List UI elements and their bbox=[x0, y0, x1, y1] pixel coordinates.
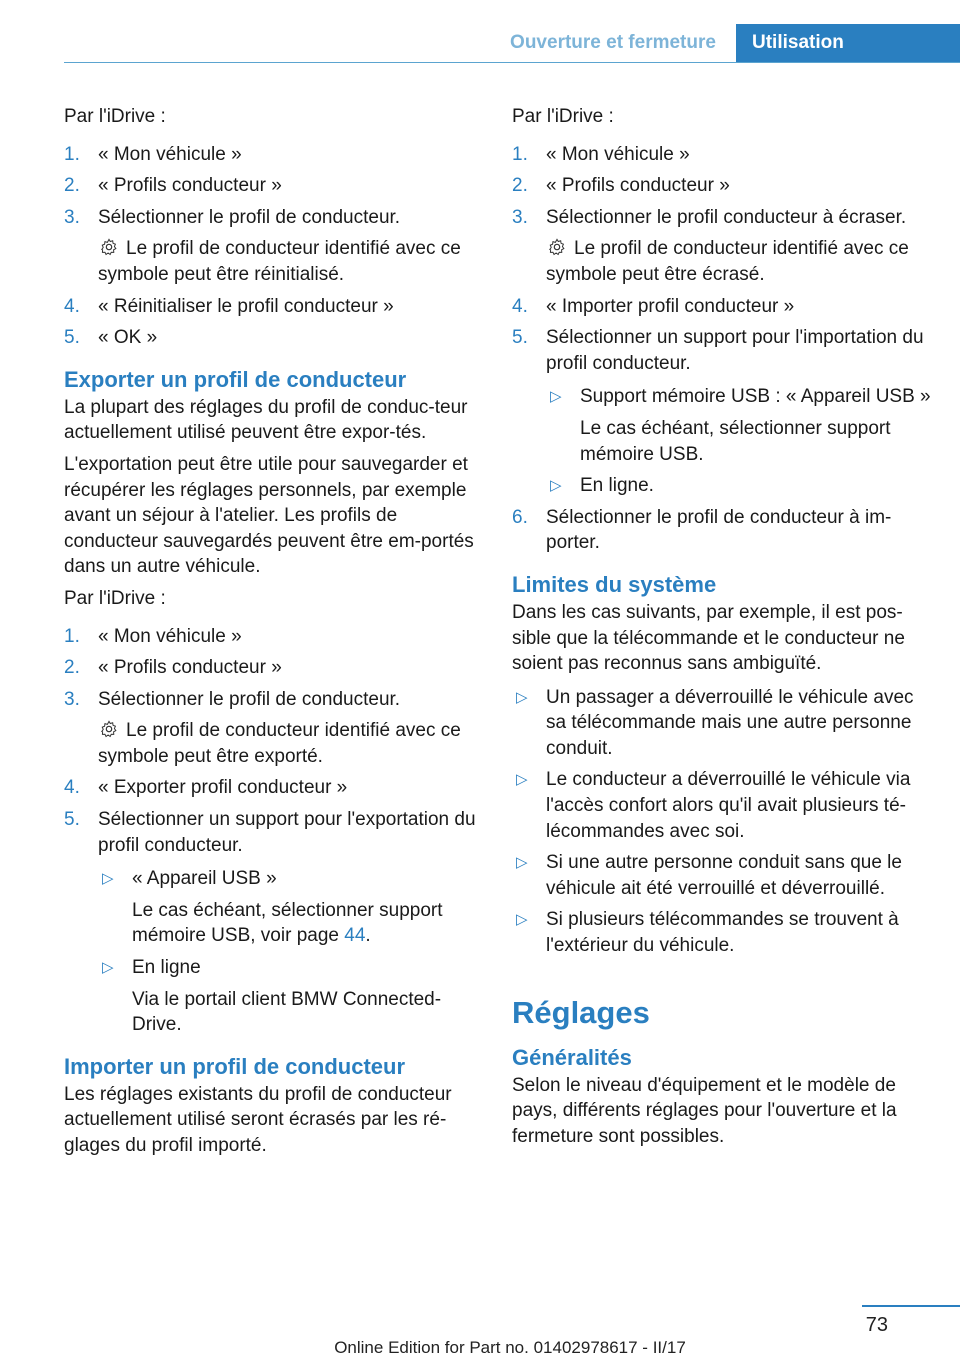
list-item: 4. « Exporter profil conducteur » bbox=[64, 777, 348, 799]
triangle-right-icon: ▷ bbox=[516, 911, 528, 929]
general-heading: Généralités bbox=[512, 1044, 632, 1070]
triangle-right-icon: ▷ bbox=[516, 854, 528, 872]
paragraph: Selon le niveau d'équipement et le modèle de pays, différents réglages pour l'ouverture et la fermeture sont possibles. bbox=[512, 1074, 897, 1147]
gear-icon bbox=[548, 238, 566, 256]
paragraph: Les réglages existants du profil de conducteur actuellement utilisé seront écrasés par les ré‐glages du profil importé. bbox=[64, 1083, 452, 1156]
triangle-right-icon: ▷ bbox=[102, 870, 114, 888]
paragraph: L'exportation peut être utile pour sauvegarder et récupérer les réglages personnels, par exemple avant un séjour à l'atelier. Les profils de conducteur sauvegardés peuvent être em‐portés dans un autre véhicule. bbox=[64, 453, 474, 578]
reset-steps bbox=[64, 142, 476, 351]
gear-icon bbox=[100, 238, 118, 256]
header-chapter-tab: Utilisation bbox=[736, 24, 960, 62]
import-heading: Importer un profil de conducteur bbox=[64, 1053, 406, 1079]
footer: Online Edition for Part no. 01402978617 - II/17 bbox=[334, 1338, 686, 1357]
list-item: 3. Sélectionner le profil de conducteur. Le profil de conducteur identifié avec ce symbole peut être exporté. bbox=[64, 687, 476, 770]
list-item: ▷ Support mémoire USB : « Appareil USB » Le cas échéant, sélectionner support mémoire USB. bbox=[550, 386, 931, 465]
triangle-right-icon: ▷ bbox=[516, 688, 528, 706]
list-item: 2. « Profils conducteur » bbox=[64, 657, 282, 679]
list-item: 1. « Mon véhicule » bbox=[64, 143, 242, 165]
list-item: 2. « Profils conducteur » bbox=[64, 175, 282, 197]
list-item: ▷ « Appareil USB » Le cas échéant, sélectionner support mémoire USB, voir page 44. bbox=[102, 868, 443, 947]
bullet-list bbox=[98, 866, 476, 1038]
list-item: 4. « Réinitialiser le profil conducteur » bbox=[64, 295, 394, 317]
list-item: ▷ En ligne. bbox=[546, 473, 932, 499]
list-item: 2. « Profils conducteur » bbox=[512, 175, 730, 197]
right-column bbox=[512, 104, 932, 1149]
list-item: 3. Sélectionner le profil conducteur à écraser. Le profil de conducteur identifié avec ce symbole peut être écrasé. bbox=[512, 205, 932, 288]
gear-icon bbox=[100, 720, 118, 738]
triangle-right-icon: ▷ bbox=[550, 388, 562, 406]
left-column bbox=[64, 104, 476, 1159]
note: Le profil de conducteur identifié avec ce symbole peut être réinitialisé. bbox=[98, 238, 461, 285]
list-item: ▷ Si une autre personne conduit sans que le véhicule ait été verrouillé et déverrouillé. bbox=[516, 852, 902, 899]
list-item: 3. Sélectionner le profil de conducteur. Le profil de conducteur identifié avec ce symbole peut être réinitialisé. bbox=[64, 205, 476, 288]
settings-heading: Réglages bbox=[512, 994, 650, 1030]
list-item: ▷ Le conducteur a déverrouillé le véhicule via l'accès confort alors qu'il avait plusieurs té‐lécommandes avec soi. bbox=[516, 769, 911, 842]
intro-text: Par l'iDrive : bbox=[64, 587, 166, 609]
export-heading: Exporter un profil de conducteur bbox=[64, 366, 407, 392]
triangle-right-icon: ▷ bbox=[516, 771, 528, 789]
export-steps bbox=[64, 624, 476, 1038]
paragraph: Dans les cas suivants, par exemple, il est pos‐sible que la télécommande et le conducteur ne soient pas reconnus sans ambiguïté. bbox=[512, 601, 905, 675]
list-item: 1. « Mon véhicule » bbox=[512, 143, 690, 165]
list-item: 5. Sélectionner un support pour l'exportation du profil conducteur. ▷ « Appareil USB » Le cas échéant, sélectionner support mémoire USB, voir page 44. ▷ En ligne Via le portail client BMW Connected‐Drive. bbox=[64, 807, 476, 1038]
header-rule bbox=[64, 62, 960, 63]
list-item: 6. Sélectionner le profil de conducteur à im‐porter. bbox=[512, 506, 892, 554]
triangle-right-icon: ▷ bbox=[550, 477, 562, 495]
limits-heading: Limites du système bbox=[512, 571, 717, 597]
list-item: 5. « OK » bbox=[64, 327, 158, 349]
note: Le profil de conducteur identifié avec ce symbole peut être écrasé. bbox=[546, 238, 909, 285]
intro-text: Par l'iDrive : bbox=[64, 106, 166, 127]
note: Le profil de conducteur identifié avec ce symbole peut être exporté. bbox=[98, 720, 461, 767]
page-number-rule bbox=[862, 1305, 960, 1307]
import-steps bbox=[512, 142, 932, 556]
triangle-right-icon: ▷ bbox=[102, 959, 114, 977]
limits-list bbox=[512, 685, 932, 959]
bullet-list bbox=[546, 384, 932, 498]
list-item: ▷ En ligne Via le portail client BMW Connected‐Drive. bbox=[102, 957, 442, 1036]
list-item: 4. « Importer profil conducteur » bbox=[512, 295, 795, 317]
list-item: 1. « Mon véhicule » bbox=[64, 625, 242, 647]
paragraph: La plupart des réglages du profil de conduc‐teur actuellement utilisé peuvent être expor‐tés. bbox=[64, 396, 468, 444]
header-section-title: Ouverture et fermeture bbox=[510, 32, 716, 53]
list-item: ▷ Si plusieurs télécommandes se trouvent à l'extérieur du véhicule. bbox=[516, 909, 899, 957]
list-item: ▷ Un passager a déverrouillé le véhicule avec sa télécommande mais une autre personne conduit. bbox=[516, 686, 914, 759]
intro-text: Par l'iDrive : bbox=[512, 106, 614, 127]
list-item: 5. Sélectionner un support pour l'importation du profil conducteur. ▷ Support mémoire USB : « Appareil USB » Le cas échéant, sélectionner support mémoire USB. ▷ En ligne. bbox=[512, 325, 932, 499]
page-number: 73 bbox=[865, 1314, 888, 1336]
page-link[interactable]: 44 bbox=[344, 925, 366, 947]
